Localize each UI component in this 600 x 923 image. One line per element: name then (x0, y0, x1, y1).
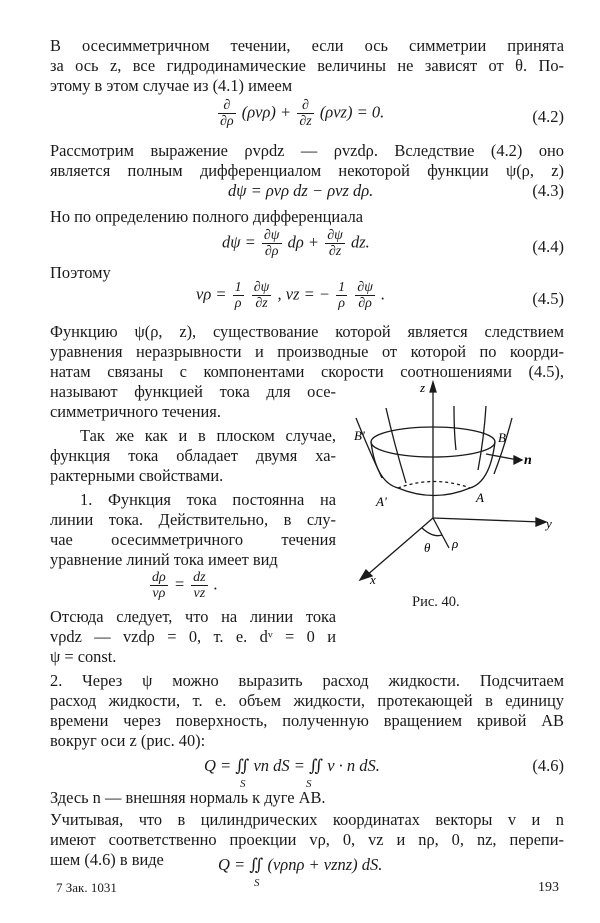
stream-line (494, 418, 512, 474)
x-axis (366, 518, 433, 576)
label-b: B (498, 430, 506, 445)
bottom-ellipse-front (398, 488, 470, 496)
text-line: функция тока обладает двумя ха- (50, 446, 336, 465)
normal-vector (486, 454, 518, 460)
rho-line (433, 518, 449, 548)
text-line: уравнения неразрывности и производные от которой по коорди- (50, 342, 564, 361)
text-line: Но по определению полного дифференциала (50, 207, 364, 226)
label-n: n (524, 453, 532, 468)
text-line: симметричного течения. (50, 402, 221, 421)
figure-40 (336, 378, 576, 593)
label-a-prime: A' (376, 494, 387, 509)
text-line: является полным дифференциалом некоторой функции ψ(ρ, z) (50, 161, 564, 180)
bottom-ellipse-back (398, 482, 470, 489)
text-line: 2. Через ψ можно выразить расход жидкости. Подсчитаем (50, 671, 564, 690)
label-b-prime: B' (354, 428, 365, 443)
bowl-right (470, 442, 495, 488)
text-line: уравнение линий тока имеет вид (50, 550, 278, 569)
y-arrow (536, 518, 546, 526)
text-line: шем (4.6) в виде (50, 850, 164, 869)
text-line: линии тока. Действительно, в слу- (50, 510, 336, 529)
text-line: Функцию ψ(ρ, z), существование которой является следствием (50, 322, 564, 341)
text-line: чае осесимметричного течения (50, 530, 336, 549)
stream-line (386, 408, 406, 483)
text-line: Учитывая, что в цилиндрических координатах векторы v и n (50, 810, 564, 829)
text-line: ψ = const. (50, 647, 117, 666)
z-arrow (430, 382, 436, 392)
label-x: x (370, 572, 376, 587)
text-line: расход жидкости, т. е. объем жидкости, протекающей в единицу (50, 691, 564, 710)
text-line: Так же как и в плоском случае, (80, 426, 336, 445)
bowl-left (371, 442, 398, 488)
label-rho: ρ (452, 536, 459, 551)
label-theta: θ (424, 540, 431, 555)
text-line: Отсюда следует, что на линии тока (50, 607, 336, 626)
text-line: Рассмотрим выражение ρvρdz — ρvzdρ. Вследствие (4.2) оно (50, 141, 564, 160)
text-line: называют функцией тока для осе- (50, 382, 336, 401)
stream-line (478, 406, 486, 470)
text-line: рактерными свойствами. (50, 466, 224, 485)
label-z: z (420, 380, 426, 395)
text-line: Здесь n — внешняя нормаль к дуге AB. (50, 788, 326, 807)
text-line: натам связаны с компонентами скорости соотношениями (4.5), (50, 362, 564, 381)
y-axis (433, 518, 541, 522)
text-line: 1. Функция тока постоянна на (80, 490, 336, 509)
text-line: Поэтому (50, 263, 111, 282)
figure-caption: Рис. 40. (412, 594, 460, 610)
text-line: вокруг оси z (рис. 40): (50, 731, 206, 750)
text-line: времени через поверхность, полученную вращением кривой AB (50, 711, 564, 730)
page-number: 193 (538, 880, 559, 895)
text-line: имеют соответственно проекции vρ, 0, vz и nρ, 0, nz, перепи- (50, 830, 564, 849)
stream-line (356, 418, 382, 478)
text-line: за ось z, все гидродинамические величины не зависят от θ. По- (50, 56, 564, 75)
text-line: vρdz — vzdρ = 0, т. е. dᵛ = 0 и (50, 627, 336, 646)
text-line: этому в этом случае из (4.1) имеем (50, 76, 293, 95)
label-y: y (546, 516, 552, 531)
text-line: В осесимметричном течении, если ось симметрии принята (50, 36, 564, 55)
normal-arrow (514, 456, 522, 464)
label-a: A (476, 490, 484, 505)
footer-print-info: 7 Зак. 1031 (56, 880, 117, 895)
